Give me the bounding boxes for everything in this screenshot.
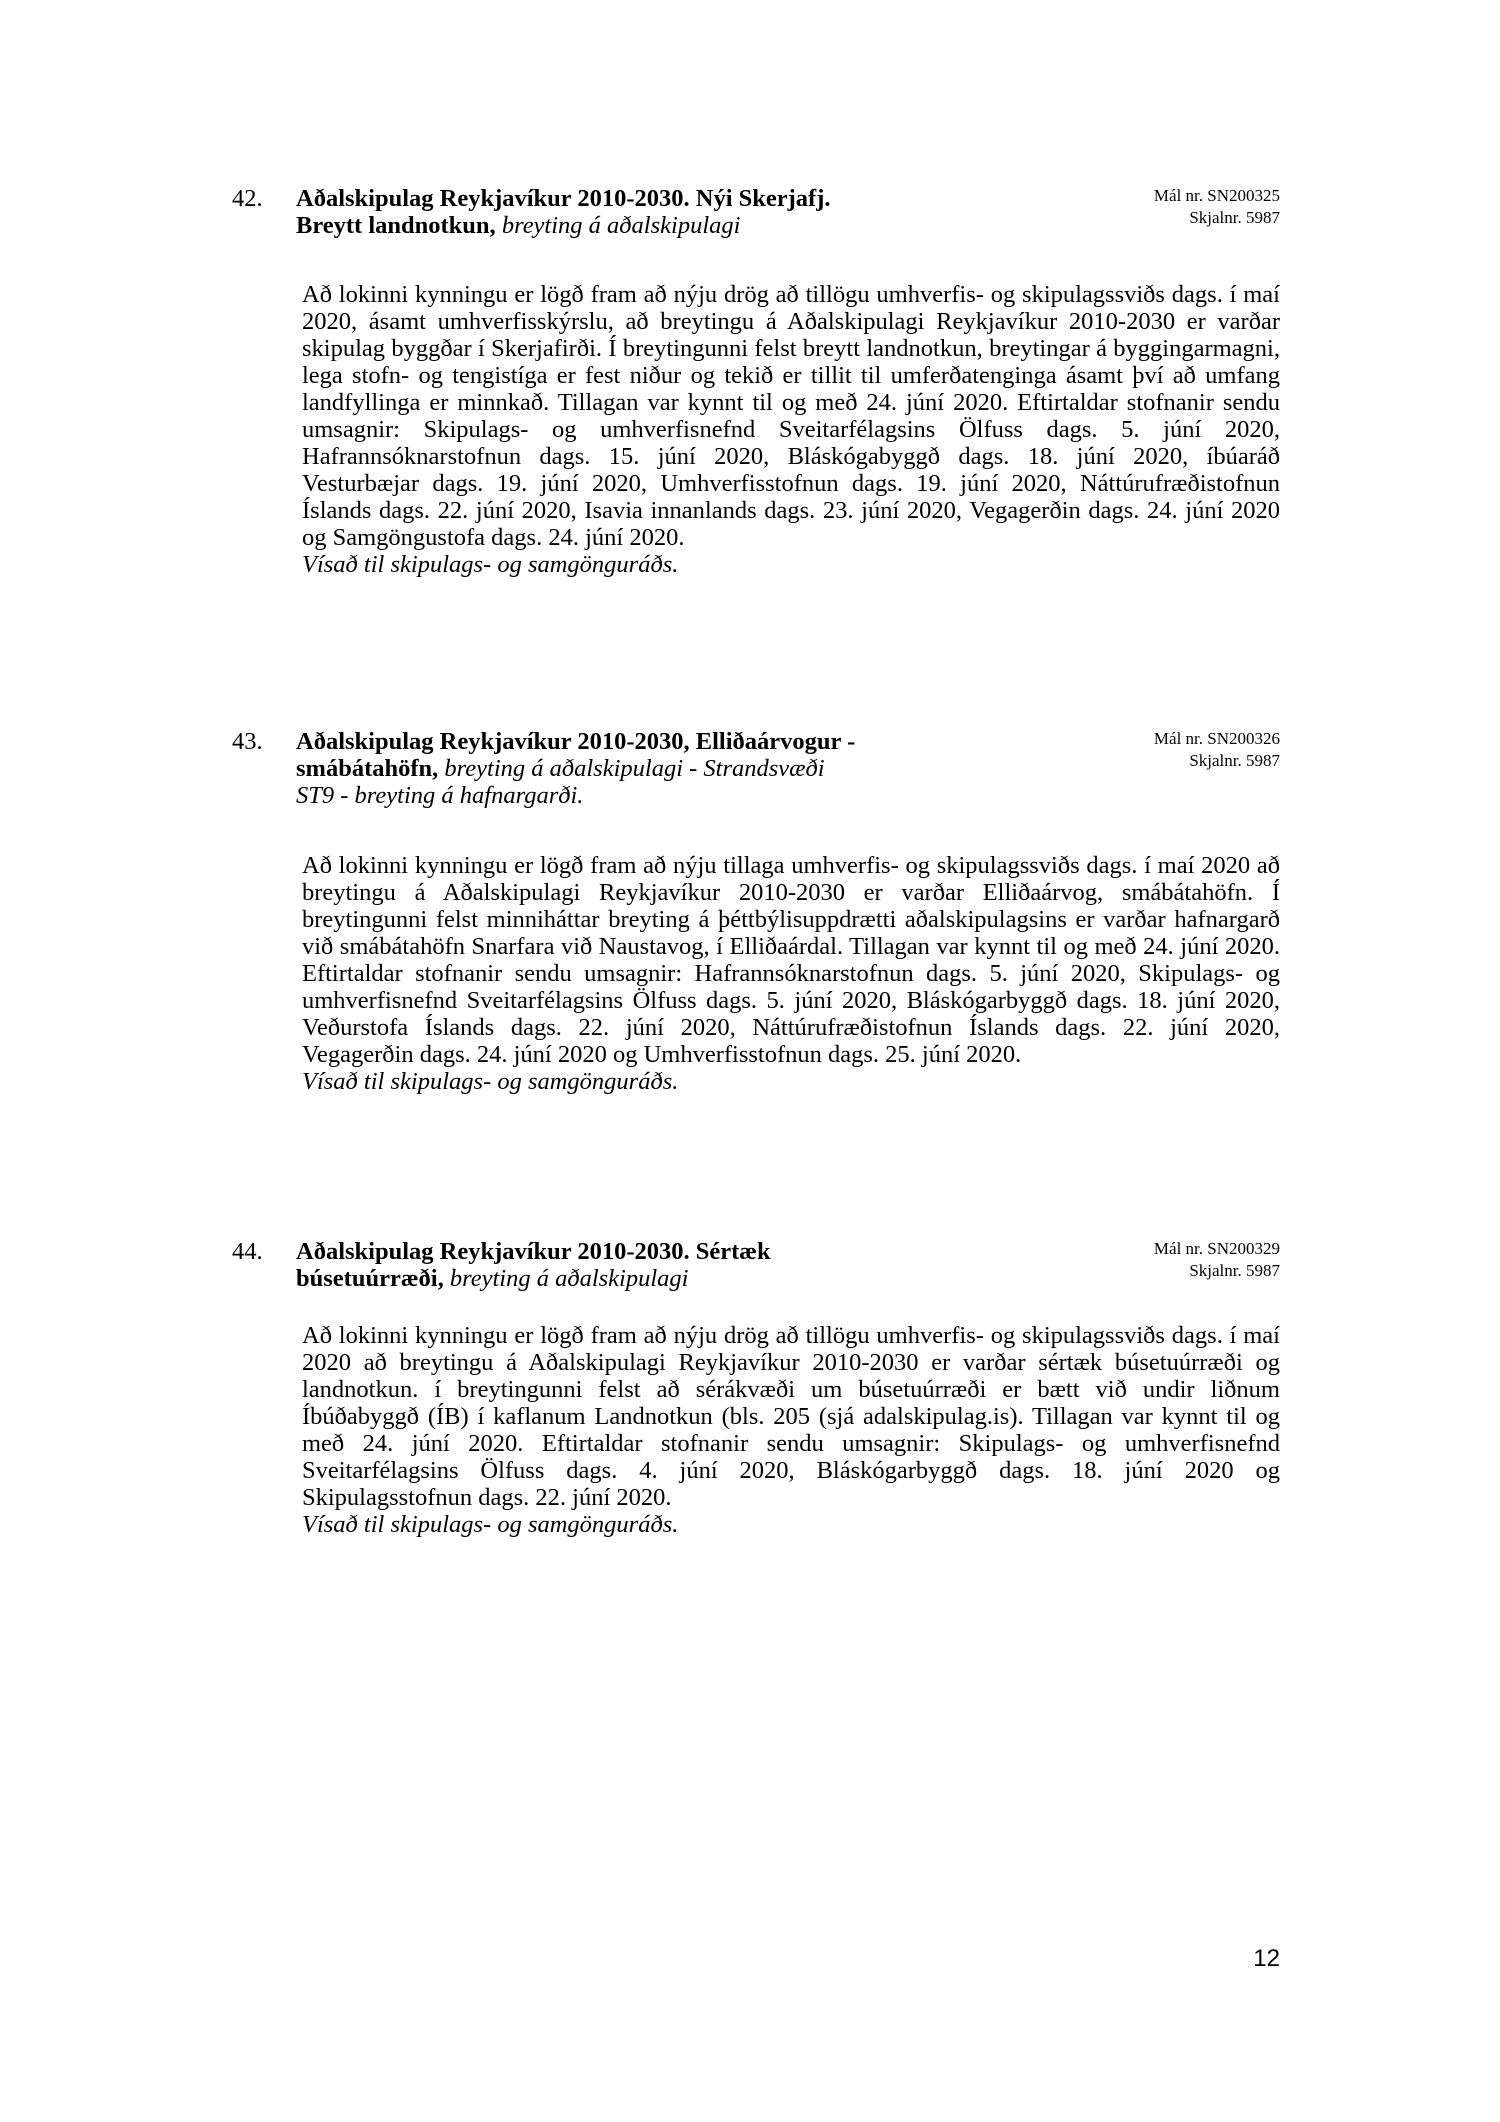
item-title-bold: Aðalskipulag Reykjavíkur 2010-2030. Nýi Skerjafj. Breytt landnotkun, [296, 185, 831, 239]
item-title-italic: breyting á aðalskipulagi [501, 212, 741, 239]
item-title-italic: breyting á aðalskipulagi - Strandsvæði ST9 - breyting á hafnargarði. [296, 755, 825, 809]
document-number: Skjalnr. 5987 [1189, 1261, 1280, 1280]
item-body [302, 281, 1280, 578]
item-number: 43. [232, 728, 263, 755]
agenda-item-43 [232, 728, 1280, 1183]
item-referral: Vísað til skipulags- og samgönguráðs. [302, 1511, 679, 1538]
agenda-item-42 [232, 185, 1280, 665]
item-referral: Vísað til skipulags- og samgönguráðs. [302, 551, 679, 578]
item-title-bold: Aðalskipulag Reykjavíkur 2010-2030. Sértæk búsetuúrræði, [296, 1238, 771, 1292]
item-number: 44. [232, 1238, 263, 1265]
item-body [302, 852, 1280, 1095]
item-number: 42. [232, 185, 263, 212]
item-referral: Vísað til skipulags- og samgönguráðs. [302, 1068, 679, 1095]
item-body-text: Að lokinni kynningu er lögð fram að nýju drög að tillögu umhverfis- og skipulagssviðs dags. í maí 2020 að breytingu á Aðalskipulagi Reykjavíkur 2010-2030 er varðar sértæk búsetuúrræði og landnotkun. í breytingunni felst að sérákvæði um búsetuúrræði er bætt við undir liðnum Íbúðabyggð (ÍB) í kaflanum Landnotkun (bls. 205 (sjá adalskipulag.is). Tillagan var kynnt til og með 24. júní 2020. Eftirtaldar stofnanir sendu umsagnir: Skipulags- og umhverfisnefnd Sveitarfélagsins Ölfuss dags. 4. júní 2020, Bláskógarbyggð dags. 18. júní 2020 og Skipulagsstofnun dags. 22. júní 2020. [302, 1322, 1280, 1511]
case-number: Mál nr. SN200325 [1153, 186, 1280, 205]
item-title [296, 728, 856, 809]
agenda-item-44 [232, 1238, 1280, 1608]
item-reference [1060, 728, 1280, 772]
item-title-italic: breyting á aðalskipulagi [449, 1265, 689, 1292]
item-title [296, 185, 856, 239]
case-number: Mál nr. SN200326 [1153, 729, 1280, 748]
case-number: Mál nr. SN200329 [1153, 1239, 1280, 1258]
item-body-text: Að lokinni kynningu er lögð fram að nýju drög að tillögu umhverfis- og skipulagssviðs dags. í maí 2020, ásamt umhverfisskýrslu, að breytingu á Aðalskipulagi Reykjavíkur 2010-2030 er varðar skipulag byggðar í Skerjafirði. Í breytingunni felst breytt landnotkun, breytingar á byggingarmagni, lega stofn- og tengistíga er fest niður og tekið er tillit til umferðatenginga ásamt því að umfang landfyllinga er minnkað. Tillagan var kynnt til og með 24. júní 2020. Eftirtaldar stofnanir sendu umsagnir: Skipulags- og umhverfisnefnd Sveitarfélagsins Ölfuss dags. 5. júní 2020, Hafrannsóknarstofnun dags. 15. júní 2020, Bláskógabyggð dags. 18. júní 2020, íbúaráð Vesturbæjar dags. 19. júní 2020, Umhverfisstofnun dags. 19. júní 2020, Náttúrufræðistofnun Íslands dags. 22. júní 2020, Isavia innanlands dags. 23. júní 2020, Vegagerðin dags. 24. júní 2020 og Samgöngustofa dags. 24. júní 2020. [302, 281, 1280, 551]
item-title-bold: Aðalskipulag Reykjavíkur 2010-2030, Elliðaárvogur - smábátahöfn, [296, 728, 856, 782]
item-body-text: Að lokinni kynningu er lögð fram að nýju tillaga umhverfis- og skipulagssviðs dags. í maí 2020 að breytingu á Aðalskipulagi Reykjavíkur 2010-2030 er varðar Elliðaárvog, smábátahöfn. Í breytingunni felst minniháttar breyting á þéttbýlisuppdrætti aðalskipulagsins er varðar hafnargarð við smábátahöfn Snarfara við Naustavog, í Elliðaárdal. Tillagan var kynnt til og með 24. júní 2020. Eftirtaldar stofnanir sendu umsagnir: Hafrannsóknarstofnun dags. 5. júní 2020, Skipulags- og umhverfisnefnd Sveitarfélagsins Ölfuss dags. 5. júní 2020, Bláskógarbyggð dags. 18. júní 2020, Veðurstofa Íslands dags. 22. júní 2020, Náttúrufræðistofnun Íslands dags. 22. júní 2020, Vegagerðin dags. 24. júní 2020 og Umhverfisstofnun dags. 25. júní 2020. [302, 852, 1280, 1068]
item-reference [1060, 1238, 1280, 1282]
item-reference [1060, 185, 1280, 229]
page-number: 12 [1253, 1945, 1280, 1972]
item-body [302, 1322, 1280, 1538]
document-number: Skjalnr. 5987 [1189, 208, 1280, 227]
item-title [296, 1238, 856, 1292]
document-number: Skjalnr. 5987 [1189, 751, 1280, 770]
